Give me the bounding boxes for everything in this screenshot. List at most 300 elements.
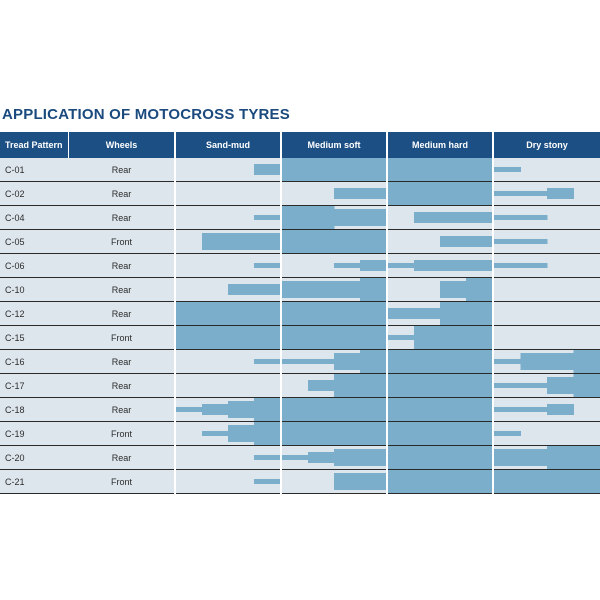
suitability-bar <box>494 362 521 364</box>
suitability-bar <box>466 398 493 410</box>
suitability-bar <box>466 362 493 373</box>
suitability-bar <box>414 326 441 338</box>
suitability-bar <box>466 278 493 290</box>
suitability-bar <box>574 362 600 373</box>
suitability-bar <box>254 290 281 295</box>
suitability-bar <box>360 473 387 482</box>
suitability-bar <box>308 218 335 229</box>
suitability-bar <box>521 218 548 220</box>
suitability-bar <box>466 218 493 223</box>
suitability-bar <box>282 422 309 434</box>
suitability-bar <box>466 470 493 482</box>
suitability-bar <box>202 314 229 325</box>
suitability-bar <box>228 284 255 290</box>
suitability-bar <box>521 482 548 493</box>
suitability-bar <box>202 434 229 436</box>
suitability-bar <box>521 263 548 266</box>
suitability-bar <box>574 482 600 493</box>
suitability-bar <box>334 434 361 445</box>
suitability-bar <box>414 182 441 194</box>
column-divider <box>280 132 282 494</box>
suitability-bar <box>440 302 467 314</box>
suitability-bar <box>440 410 467 421</box>
suitability-bar <box>254 362 281 364</box>
suitability-bar <box>521 194 548 196</box>
suitability-bar <box>388 314 415 319</box>
suitability-bar <box>494 449 521 458</box>
tread-pattern-cell: C-21 <box>5 477 25 487</box>
suitability-bar <box>547 188 574 194</box>
suitability-bar <box>574 350 600 362</box>
column-divider <box>174 132 176 494</box>
suitability-bar <box>547 362 574 370</box>
suitability-bar <box>334 314 361 325</box>
suitability-bar <box>521 239 548 242</box>
suitability-bar <box>388 194 415 205</box>
suitability-bar <box>494 215 521 218</box>
suitability-bar <box>440 434 467 445</box>
suitability-bar <box>414 308 441 314</box>
suitability-bar <box>466 458 493 469</box>
suitability-bar <box>334 353 361 362</box>
suitability-bar <box>254 284 281 290</box>
suitability-bar <box>521 266 548 268</box>
tread-pattern-cell: C-15 <box>5 333 25 343</box>
wheels-cell: Rear <box>111 165 132 175</box>
suitability-bar <box>440 482 467 493</box>
suitability-bar <box>521 353 548 362</box>
suitability-bar <box>547 386 574 394</box>
suitability-bar <box>334 398 361 410</box>
wheels-cell: Front <box>110 237 132 247</box>
suitability-bar <box>494 434 521 436</box>
suitability-bar <box>360 218 387 226</box>
suitability-bar <box>254 434 281 445</box>
wheels-cell: Rear <box>111 285 132 295</box>
wheels-cell: Front <box>110 477 132 487</box>
suitability-bar <box>466 446 493 458</box>
suitability-bar <box>254 218 281 220</box>
tread-pattern-cell: C-20 <box>5 453 25 463</box>
suitability-bar <box>440 338 467 349</box>
suitability-bar <box>254 479 281 482</box>
suitability-bar <box>414 458 441 469</box>
suitability-bar <box>388 362 415 373</box>
suitability-bar <box>334 482 361 490</box>
suitability-bar <box>521 191 548 194</box>
suitability-bar <box>494 470 521 482</box>
suitability-bar <box>228 434 255 442</box>
suitability-bar <box>466 212 493 218</box>
suitability-bar <box>254 458 281 460</box>
suitability-bar <box>466 260 493 266</box>
wheels-cell: Rear <box>111 453 132 463</box>
suitability-bar <box>521 449 548 458</box>
suitability-bar <box>414 314 441 319</box>
suitability-bar <box>334 290 361 298</box>
suitability-bar <box>388 458 415 469</box>
suitability-bar <box>360 170 387 181</box>
suitability-bar <box>254 455 281 458</box>
suitability-bar <box>360 326 387 338</box>
suitability-bar <box>440 194 467 205</box>
suitability-bar <box>308 422 335 434</box>
suitability-bar <box>334 266 361 268</box>
suitability-bar <box>547 377 574 386</box>
suitability-bar <box>547 482 574 493</box>
suitability-bar <box>228 314 255 325</box>
suitability-bar <box>254 422 281 434</box>
suitability-bar <box>334 242 361 253</box>
suitability-bar <box>547 470 574 482</box>
suitability-bar <box>334 170 361 181</box>
suitability-bar <box>334 194 361 199</box>
suitability-bar <box>334 230 361 242</box>
suitability-bar <box>254 233 281 242</box>
suitability-bar <box>414 398 441 410</box>
suitability-bar <box>360 449 387 458</box>
suitability-bar <box>521 362 548 370</box>
suitability-bar <box>360 278 387 290</box>
suitability-bar <box>228 242 255 250</box>
suitability-bar <box>282 290 309 298</box>
suitability-bar <box>360 194 387 199</box>
suitability-bar <box>308 314 335 325</box>
suitability-bar <box>176 302 203 314</box>
suitability-bar <box>574 446 600 458</box>
suitability-bar <box>466 290 493 301</box>
suitability-bar <box>466 386 493 397</box>
suitability-bar <box>176 326 203 338</box>
suitability-bar <box>282 302 309 314</box>
suitability-bar <box>334 218 361 226</box>
suitability-bar <box>494 167 521 170</box>
tread-pattern-cell: C-02 <box>5 189 25 199</box>
suitability-bar <box>282 218 309 229</box>
suitability-bar <box>282 314 309 325</box>
suitability-bar <box>360 398 387 410</box>
suitability-bar <box>440 266 467 271</box>
suitability-bar <box>360 188 387 194</box>
suitability-bar <box>494 458 521 466</box>
suitability-bar <box>282 362 309 364</box>
suitability-bar <box>282 458 309 460</box>
suitability-bar <box>254 359 281 362</box>
suitability-bar <box>440 458 467 469</box>
suitability-bar <box>494 407 521 410</box>
suitability-bar <box>228 290 255 295</box>
suitability-bar <box>521 383 548 386</box>
suitability-bar <box>360 266 387 271</box>
wheels-cell: Front <box>110 333 132 343</box>
suitability-bar <box>308 380 335 386</box>
suitability-bar <box>574 386 600 397</box>
suitability-bar <box>308 458 335 463</box>
suitability-bar <box>360 290 387 301</box>
suitability-bar <box>414 434 441 445</box>
suitability-bar <box>360 374 387 386</box>
suitability-bar <box>388 338 415 340</box>
suitability-bar <box>334 302 361 314</box>
column-divider <box>492 132 494 494</box>
suitability-bar <box>334 374 361 386</box>
suitability-bar <box>414 260 441 266</box>
suitability-bar <box>254 302 281 314</box>
suitability-bar <box>334 422 361 434</box>
suitability-bar <box>440 386 467 397</box>
suitability-bar <box>254 164 281 170</box>
suitability-bar <box>388 335 415 338</box>
suitability-bar <box>282 455 309 458</box>
suitability-bar <box>440 350 467 362</box>
suitability-bar <box>308 410 335 421</box>
suitability-bar <box>494 383 521 386</box>
suitability-bar <box>254 338 281 349</box>
suitability-bar <box>308 434 335 445</box>
column-header-medium-soft: Medium soft <box>282 132 386 158</box>
suitability-bar <box>414 446 441 458</box>
suitability-bar <box>440 290 467 298</box>
suitability-bar <box>360 314 387 325</box>
suitability-bar <box>360 362 387 373</box>
suitability-bar <box>228 338 255 349</box>
suitability-bar <box>388 398 415 410</box>
suitability-bar <box>414 422 441 434</box>
suitability-bar <box>202 326 229 338</box>
suitability-bar <box>176 314 203 325</box>
suitability-bar <box>466 302 493 314</box>
tread-pattern-cell: C-01 <box>5 165 25 175</box>
suitability-bar <box>521 407 548 410</box>
suitability-bar <box>440 158 467 170</box>
suitability-bar <box>466 482 493 493</box>
suitability-bar <box>334 188 361 194</box>
suitability-bar <box>360 482 387 490</box>
suitability-bar <box>360 386 387 397</box>
suitability-bar <box>440 422 467 434</box>
suitability-bar <box>334 281 361 290</box>
tread-pattern-cell: C-19 <box>5 429 25 439</box>
suitability-bar <box>176 338 203 349</box>
suitability-bar <box>494 359 521 362</box>
suitability-bar <box>414 410 441 421</box>
suitability-bar <box>282 170 309 181</box>
suitability-bar <box>360 410 387 421</box>
suitability-bar <box>308 206 335 218</box>
wheels-cell: Rear <box>111 261 132 271</box>
suitability-bar <box>360 350 387 362</box>
suitability-bar <box>334 326 361 338</box>
suitability-bar <box>466 242 493 247</box>
suitability-bar <box>440 326 467 338</box>
suitability-bar <box>202 404 229 410</box>
suitability-bar <box>254 410 281 421</box>
suitability-bar <box>334 362 361 370</box>
suitability-bar <box>547 194 574 199</box>
suitability-bar <box>494 194 521 196</box>
suitability-bar <box>414 350 441 362</box>
suitability-bar <box>388 266 415 268</box>
suitability-bar <box>466 194 493 205</box>
column-header-sand-mud: Sand-mud <box>176 132 280 158</box>
suitability-bar <box>466 236 493 242</box>
suitability-bar <box>494 218 521 220</box>
suitability-bar <box>388 470 415 482</box>
suitability-bar <box>414 374 441 386</box>
suitability-bar <box>574 374 600 386</box>
suitability-bar <box>308 281 335 290</box>
suitability-bar <box>254 266 281 268</box>
suitability-bar <box>574 458 600 469</box>
suitability-bar <box>547 446 574 458</box>
suitability-bar <box>574 470 600 482</box>
suitability-bar <box>334 338 361 349</box>
suitability-bar <box>440 398 467 410</box>
suitability-bar <box>308 338 335 349</box>
suitability-bar <box>466 338 493 349</box>
suitability-bar <box>440 281 467 290</box>
suitability-bar <box>388 374 415 386</box>
suitability-bar <box>494 410 521 412</box>
tread-pattern-cell: C-06 <box>5 261 25 271</box>
suitability-bar <box>440 260 467 266</box>
suitability-bar <box>388 422 415 434</box>
suitability-bar <box>360 302 387 314</box>
suitability-bar <box>466 158 493 170</box>
tread-pattern-cell: C-05 <box>5 237 25 247</box>
suitability-bar <box>494 191 521 194</box>
suitability-bar <box>466 182 493 194</box>
suitability-bar <box>521 242 548 244</box>
column-header-tread-pattern: Tread Pattern <box>0 132 68 158</box>
suitability-bar <box>282 206 309 218</box>
wheels-cell: Front <box>110 429 132 439</box>
suitability-bar <box>414 158 441 170</box>
suitability-bar <box>334 449 361 458</box>
suitability-bar <box>440 362 467 373</box>
suitability-bar <box>228 410 255 418</box>
suitability-bar <box>202 233 229 242</box>
suitability-bar <box>440 446 467 458</box>
suitability-bar <box>360 434 387 445</box>
suitability-bar <box>282 434 309 445</box>
suitability-bar <box>466 410 493 421</box>
suitability-bar <box>466 422 493 434</box>
suitability-bar <box>282 410 309 421</box>
suitability-bar <box>254 482 281 484</box>
suitability-bar <box>254 242 281 250</box>
suitability-bar <box>521 458 548 466</box>
suitability-bar <box>388 350 415 362</box>
suitability-bar <box>202 338 229 349</box>
suitability-bar <box>360 158 387 170</box>
suitability-bar <box>308 359 335 362</box>
suitability-bar <box>440 374 467 386</box>
suitability-bar <box>388 482 415 493</box>
suitability-bar <box>414 212 441 218</box>
suitability-bar <box>440 242 467 247</box>
suitability-bar <box>414 338 441 349</box>
suitability-bar <box>308 386 335 391</box>
suitability-bar <box>282 281 309 290</box>
wheels-cell: Rear <box>111 405 132 415</box>
suitability-bar <box>334 473 361 482</box>
suitability-bar <box>521 470 548 482</box>
suitability-bar <box>308 290 335 298</box>
wheels-cell: Rear <box>111 189 132 199</box>
suitability-bar <box>547 353 574 362</box>
suitability-bar <box>494 431 521 434</box>
suitability-bar <box>466 170 493 181</box>
suitability-bar <box>308 242 335 253</box>
suitability-bar <box>388 410 415 421</box>
suitability-bar <box>360 230 387 242</box>
suitability-bar <box>228 425 255 434</box>
suitability-bar <box>308 362 335 364</box>
suitability-bar <box>521 410 548 412</box>
column-header-dry-stony: Dry stony <box>494 132 600 158</box>
tread-pattern-cell: C-12 <box>5 309 25 319</box>
suitability-bar <box>202 302 229 314</box>
suitability-bar <box>466 374 493 386</box>
suitability-bar <box>334 263 361 266</box>
suitability-bar <box>388 263 415 266</box>
tread-pattern-cell: C-10 <box>5 285 25 295</box>
suitability-bar <box>360 209 387 218</box>
suitability-bar <box>228 233 255 242</box>
suitability-bar <box>494 266 521 268</box>
suitability-bar <box>282 230 309 242</box>
suitability-bar <box>228 401 255 410</box>
suitability-bar <box>388 434 415 445</box>
suitability-bar <box>202 431 229 434</box>
suitability-bar <box>308 398 335 410</box>
suitability-bar <box>334 410 361 421</box>
suitability-bar <box>466 434 493 445</box>
suitability-bar <box>254 326 281 338</box>
suitability-bar <box>202 242 229 250</box>
suitability-bar <box>414 218 441 223</box>
suitability-bar <box>308 452 335 458</box>
suitability-bar <box>388 158 415 170</box>
wheels-cell: Rear <box>111 381 132 391</box>
suitability-bar <box>440 236 467 242</box>
tread-pattern-cell: C-18 <box>5 405 25 415</box>
suitability-bar <box>521 215 548 218</box>
suitability-bar <box>176 410 203 412</box>
suitability-bar <box>494 386 521 388</box>
tread-pattern-cell: C-16 <box>5 357 25 367</box>
suitability-bar <box>308 302 335 314</box>
suitability-bar <box>494 242 521 244</box>
suitability-bar <box>308 326 335 338</box>
suitability-bar <box>440 212 467 218</box>
suitability-bar <box>254 263 281 266</box>
tread-pattern-cell: C-17 <box>5 381 25 391</box>
suitability-bar <box>466 266 493 271</box>
wheels-cell: Rear <box>111 309 132 319</box>
suitability-bar <box>494 482 521 493</box>
suitability-bar <box>440 182 467 194</box>
suitability-bar <box>360 338 387 349</box>
suitability-bar <box>414 266 441 271</box>
suitability-bar <box>308 158 335 170</box>
column-divider <box>386 132 388 494</box>
suitability-bar <box>414 482 441 493</box>
suitability-bar <box>388 182 415 194</box>
suitability-bar <box>228 302 255 314</box>
suitability-bar <box>547 404 574 410</box>
